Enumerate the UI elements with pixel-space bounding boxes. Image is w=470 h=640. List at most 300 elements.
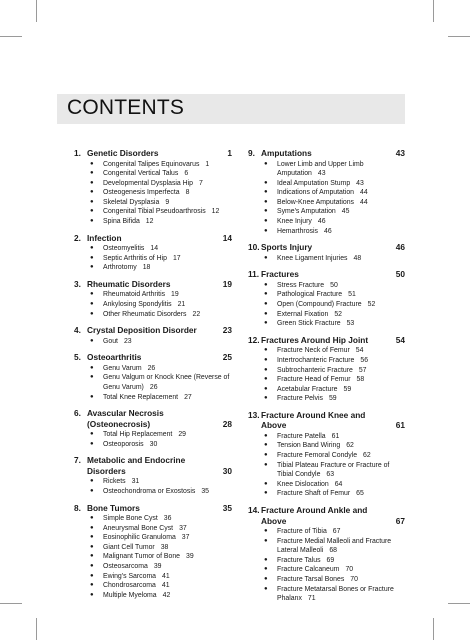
toc-entry <box>74 552 232 562</box>
toc-entry <box>248 217 405 227</box>
toc-entry <box>248 385 405 395</box>
toc-chapter <box>74 279 232 319</box>
chapter-title: Infection <box>87 232 122 243</box>
entry-page: 7 <box>199 179 203 187</box>
chapter-number: 5. <box>74 352 81 363</box>
toc-entry <box>74 179 232 189</box>
entry-page: 70 <box>345 566 354 574</box>
toc-entry <box>248 394 405 404</box>
toc-entry <box>74 290 232 300</box>
entry-title: Fracture Calcaneum <box>277 566 340 574</box>
entry-title: Tension Band Wiring <box>277 442 341 450</box>
toc-entry <box>74 591 232 601</box>
chapter-title: Metabolic and Endocrine Disorders <box>87 455 186 476</box>
toc-entry <box>248 556 405 566</box>
entry-title: Skeletal Dysplasia <box>103 198 160 206</box>
toc-entry <box>248 346 405 356</box>
entry-page: 41 <box>161 582 170 590</box>
entry-page: 70 <box>350 576 358 583</box>
entry-page: 59 <box>328 395 337 403</box>
entry-page: 56 <box>360 356 369 364</box>
bullet-icon: ● <box>90 179 94 186</box>
bullet-icon: ● <box>90 572 94 579</box>
chapter-heading <box>74 279 232 290</box>
bullet-icon: ● <box>264 320 268 327</box>
entry-title: Arthrotomy <box>103 264 137 272</box>
toc-entry <box>74 373 232 392</box>
entry-title: Rheumatoid Arthritis <box>103 291 166 299</box>
entry-page: 35 <box>201 487 209 495</box>
entry-page: 26 <box>149 384 158 391</box>
chapter-title: Rheumatic Disorders <box>87 278 171 289</box>
chapter-heading <box>74 408 232 429</box>
toc-entry <box>74 364 232 374</box>
toc-entry <box>74 244 232 254</box>
entry-list <box>248 432 405 499</box>
entry-page: 19 <box>171 291 179 299</box>
chapter-page: 1 <box>227 148 232 158</box>
entry-page: 71 <box>307 595 316 603</box>
entry-title: Osteomyelitis <box>103 245 145 253</box>
entry-page: 9 <box>165 198 170 206</box>
chapter-heading <box>74 352 232 363</box>
toc-entry <box>248 300 405 310</box>
entry-title: Knee Dislocation <box>277 480 329 488</box>
chapter-page: 14 <box>222 232 232 243</box>
chapter-title: Fracture Around Ankle and Above <box>261 505 368 526</box>
toc-entry <box>248 375 405 385</box>
toc-entry <box>248 537 405 556</box>
toc-entry <box>248 179 405 189</box>
bullet-icon: ● <box>264 576 268 582</box>
entry-title: Gout <box>103 337 118 345</box>
toc-chapter <box>74 352 232 402</box>
toc-entry <box>74 207 232 217</box>
entry-title: Below-Knee Amputations <box>277 198 354 206</box>
chapter-page: 30 <box>222 465 232 476</box>
bullet-icon: ● <box>90 364 94 371</box>
entry-title: Genu Valgum or Knock Knee (Reverse of Genu Varum) <box>103 374 230 391</box>
toc-entry <box>74 188 232 198</box>
bullet-icon: ● <box>90 582 94 589</box>
entry-title: Osteogenesis Imperfecta <box>103 189 180 197</box>
entry-title: Indications of Amputation <box>277 189 354 197</box>
entry-page: 17 <box>172 254 181 262</box>
bullet-icon: ● <box>90 563 94 570</box>
bullet-icon: ● <box>90 301 94 308</box>
toc-left-column <box>74 148 232 606</box>
bullet-icon: ● <box>264 566 268 573</box>
entry-title: Fracture Head of Femur <box>277 376 351 384</box>
toc-entry <box>74 533 232 543</box>
toc-entry <box>248 366 405 376</box>
entry-title: Other Rheumatic Disorders <box>103 310 187 318</box>
toc-entry <box>74 393 232 403</box>
entry-page: 14 <box>150 245 159 253</box>
chapter-number: 13. <box>248 409 260 420</box>
toc-chapter <box>74 148 232 227</box>
chapter-heading <box>74 455 232 476</box>
entry-page: 41 <box>162 572 170 580</box>
toc-entry <box>248 461 405 480</box>
chapter-page: 19 <box>222 278 232 289</box>
toc-entry <box>74 254 232 264</box>
toc-entry <box>74 337 232 347</box>
entry-title: Syme's Amputation <box>277 208 336 216</box>
entry-page: 43 <box>317 170 326 178</box>
entry-title: Open (Compound) Fracture <box>277 301 362 309</box>
entry-title: Pathological Fracture <box>277 291 343 299</box>
toc-chapter <box>74 233 232 273</box>
bullet-icon: ● <box>264 432 268 439</box>
toc-entry <box>248 451 405 461</box>
entry-title: Congenital Vertical Talus <box>103 170 179 178</box>
entry-list <box>74 244 232 273</box>
entry-page: 31 <box>131 478 140 486</box>
entry-title: Stress Fracture <box>277 281 325 289</box>
chapter-page: 67 <box>395 515 405 526</box>
toc-entry <box>248 527 405 537</box>
bullet-icon: ● <box>264 528 268 535</box>
entry-page: 44 <box>360 189 368 197</box>
chapter-title: Sports Injury <box>261 242 313 253</box>
bullet-icon: ● <box>90 431 94 438</box>
bullet-icon: ● <box>264 301 268 308</box>
entry-title: Acetabular Fracture <box>277 385 338 393</box>
toc-chapter <box>248 242 405 263</box>
toc-entry <box>248 198 405 208</box>
crop-mark <box>0 36 22 37</box>
toc-entry <box>248 565 405 575</box>
entry-title: Developmental Dysplasia Hip <box>103 179 194 187</box>
entry-title: Fracture of Tibia <box>277 528 327 536</box>
entry-title: Giant Cell Tumor <box>103 543 155 551</box>
chapter-heading <box>74 233 232 244</box>
toc-entry <box>74 300 232 310</box>
entry-page: 63 <box>326 471 335 479</box>
entry-title: Tibial Plateau Fracture or Fracture of Tibial Condyle <box>277 461 390 479</box>
bullet-icon: ● <box>90 591 94 598</box>
toc-entry <box>248 160 405 179</box>
entry-page: 67 <box>332 528 341 536</box>
entry-page: 69 <box>326 556 335 564</box>
bullet-icon: ● <box>90 245 94 252</box>
chapter-number: 6. <box>74 408 81 419</box>
toc-entry <box>74 572 232 582</box>
entry-page: 36 <box>163 515 172 523</box>
entry-title: Knee Ligament Injuries <box>277 254 348 262</box>
bullet-icon: ● <box>264 218 268 225</box>
bullet-icon: ● <box>264 160 268 167</box>
entry-list <box>74 337 232 347</box>
bullet-icon: ● <box>264 366 268 373</box>
crop-mark <box>433 0 434 22</box>
entry-title: Chondrosarcoma <box>103 582 156 590</box>
toc-entry <box>248 281 405 291</box>
bullet-icon: ● <box>264 452 268 459</box>
entry-title: Genu Varum <box>103 364 142 372</box>
entry-page: 21 <box>177 301 186 309</box>
crop-mark <box>36 0 37 22</box>
entry-page: 68 <box>329 547 338 555</box>
chapter-number: 11. <box>248 269 260 280</box>
entry-page: 65 <box>356 490 364 498</box>
chapter-page: 43 <box>395 148 405 158</box>
entry-title: Fracture Neck of Femur <box>277 347 350 355</box>
bullet-icon: ● <box>264 347 268 354</box>
entry-title: Osteosarcoma <box>103 563 148 571</box>
bullet-icon: ● <box>264 198 268 205</box>
entry-page: 50 <box>330 281 338 289</box>
bullet-icon: ● <box>90 254 94 261</box>
entry-title: Ankylosing Spondylitis <box>103 301 172 309</box>
toc-chapter <box>74 408 232 449</box>
bullet-icon: ● <box>90 487 94 494</box>
bullet-icon: ● <box>264 208 268 215</box>
bullet-icon: ● <box>90 160 94 167</box>
bullet-icon: ● <box>264 179 268 186</box>
entry-page: 30 <box>149 440 158 448</box>
bullet-icon: ● <box>90 264 94 271</box>
chapter-page: 54 <box>395 334 405 345</box>
bullet-icon: ● <box>90 478 94 485</box>
toc-entry <box>74 160 232 170</box>
entry-title: Fracture Medial Malleoli and Fracture Lateral Malleoli <box>277 537 392 555</box>
bullet-icon: ● <box>90 515 94 522</box>
bullet-icon: ● <box>264 395 268 402</box>
entry-page: 37 <box>179 524 187 532</box>
entry-page: 23 <box>123 337 132 345</box>
chapter-title: Osteoarthritis <box>87 352 142 363</box>
entry-title: Green Stick Fracture <box>277 320 341 328</box>
toc-chapter <box>248 505 405 604</box>
entry-title: Fracture Metatarsal Bones or Fracture Phalanx <box>277 585 394 603</box>
entry-title: Multiple Myeloma <box>103 591 157 599</box>
crop-mark <box>433 618 434 640</box>
entry-title: Eosinophilic Granuloma <box>103 534 176 542</box>
toc-entry <box>74 562 232 572</box>
toc-entry <box>248 254 405 264</box>
entry-page: 29 <box>178 431 186 439</box>
entry-page: 52 <box>334 310 342 318</box>
chapter-heading <box>74 325 232 336</box>
toc-entry <box>248 585 405 604</box>
toc-chapter <box>74 325 232 346</box>
toc-entry <box>74 477 232 487</box>
bullet-icon: ● <box>90 393 94 400</box>
chapter-heading <box>248 269 405 280</box>
chapter-heading <box>74 503 232 514</box>
entry-title: Congenital Talipes Equinovarus <box>103 160 200 168</box>
bullet-icon: ● <box>264 227 268 234</box>
bullet-icon: ● <box>90 291 94 298</box>
entry-page: 12 <box>145 218 154 226</box>
chapter-heading <box>248 148 405 159</box>
entry-title: Fracture Patella <box>277 432 326 440</box>
bullet-icon: ● <box>264 291 268 298</box>
entry-page: 27 <box>184 393 192 401</box>
toc-right-column <box>248 148 405 610</box>
chapter-number: 3. <box>74 278 81 289</box>
crop-mark <box>0 603 22 604</box>
bullet-icon: ● <box>264 281 268 288</box>
entry-title: Fracture Pelvis <box>277 395 323 403</box>
toc-entry <box>74 524 232 534</box>
entry-page: 22 <box>192 310 201 318</box>
entry-title: Osteochondroma or Exostosis <box>103 487 196 495</box>
entry-page: 46 <box>317 218 326 226</box>
bullet-icon: ● <box>264 189 268 196</box>
bullet-icon: ● <box>90 218 94 225</box>
entry-title: Ideal Amputation Stump <box>277 179 351 187</box>
bullet-icon: ● <box>90 189 94 196</box>
chapter-heading <box>248 410 405 431</box>
entry-page: 12 <box>211 208 220 216</box>
entry-list <box>248 160 405 237</box>
bullet-icon: ● <box>264 537 268 544</box>
toc-entry <box>74 581 232 591</box>
toc-entry <box>74 487 232 497</box>
bullet-icon: ● <box>264 490 268 497</box>
entry-title: Fracture Femoral Condyle <box>277 452 358 460</box>
chapter-number: 8. <box>74 502 81 513</box>
entry-title: Aneurysmal Bone Cyst <box>103 524 174 532</box>
chapter-number: 2. <box>74 232 81 243</box>
entry-page: 44 <box>360 198 368 206</box>
toc-entry <box>74 263 232 273</box>
entry-page: 8 <box>185 189 190 197</box>
chapter-title: Genetic Disorders <box>87 148 159 158</box>
entry-page: 39 <box>153 563 162 571</box>
chapter-heading <box>248 242 405 253</box>
toc-entry <box>74 543 232 553</box>
chapter-heading <box>248 505 405 526</box>
bullet-icon: ● <box>90 534 94 541</box>
toc-entry <box>248 319 405 329</box>
entry-page: 26 <box>147 364 156 372</box>
bullet-icon: ● <box>264 442 268 449</box>
toc-entry <box>74 514 232 524</box>
entry-title: Rickets <box>103 478 126 486</box>
chapter-page: 46 <box>395 242 405 253</box>
chapter-number: 7. <box>74 455 81 466</box>
bullet-icon: ● <box>90 543 94 550</box>
chapter-page: 23 <box>222 325 232 336</box>
entry-title: Spina Bifida <box>103 218 140 226</box>
toc-chapter <box>248 410 405 499</box>
bullet-icon: ● <box>264 556 268 563</box>
entry-title: Fracture Talus <box>277 556 321 564</box>
chapter-page: 25 <box>222 352 232 363</box>
entry-page: 43 <box>356 179 364 187</box>
chapter-title: Amputations <box>261 148 312 158</box>
bullet-icon: ● <box>264 585 268 592</box>
chapter-heading <box>248 335 405 346</box>
entry-title: Knee Injury <box>277 218 312 226</box>
entry-list <box>74 514 232 600</box>
bullet-icon: ● <box>90 337 94 344</box>
chapter-number: 14. <box>248 505 260 516</box>
bullet-icon: ● <box>264 310 268 317</box>
entry-title: External Fixation <box>277 310 329 318</box>
toc-chapter <box>248 269 405 328</box>
entry-title: Subtrochanteric Fracture <box>277 366 353 374</box>
entry-list <box>74 160 232 227</box>
chapter-page: 35 <box>222 502 232 513</box>
chapter-heading <box>74 148 232 159</box>
toc-entry <box>74 430 232 440</box>
toc-entry <box>248 290 405 300</box>
entry-list <box>74 290 232 319</box>
entry-page: 52 <box>367 301 376 309</box>
bullet-icon: ● <box>90 208 94 215</box>
toc-entry <box>248 310 405 320</box>
entry-page: 39 <box>186 553 194 561</box>
entry-title: Total Hip Replacement <box>103 431 173 439</box>
entry-title: Lower Limb and Upper Limb Amputation <box>277 160 364 178</box>
toc-entry <box>74 217 232 227</box>
chapter-title: Avascular Necrosis (Osteonecrosis) <box>87 408 164 429</box>
entry-list <box>248 346 405 404</box>
toc-entry <box>248 188 405 198</box>
entry-list <box>248 254 405 264</box>
bullet-icon: ● <box>264 356 268 363</box>
chapter-title: Fracture Around Knee and Above <box>261 409 366 431</box>
toc-entry <box>74 198 232 208</box>
bullet-icon: ● <box>90 553 94 560</box>
entry-page: 48 <box>353 254 362 262</box>
chapter-number: 1. <box>74 148 81 158</box>
bullet-icon: ● <box>264 385 268 392</box>
entry-page: 61 <box>331 432 340 440</box>
chapter-title: Crystal Deposition Disorder <box>87 325 197 336</box>
entry-title: Congenital Tibial Pseudoarthrosis <box>103 208 206 216</box>
entry-list <box>248 527 405 604</box>
entry-title: Septic Arthritis of Hip <box>103 254 167 262</box>
crop-mark <box>36 618 37 640</box>
entry-title: Osteoporosis <box>103 440 144 448</box>
entry-title: Total Knee Replacement <box>103 393 179 401</box>
entry-list <box>74 364 232 402</box>
chapter-title: Bone Tumors <box>87 502 140 513</box>
toc-entry <box>248 575 405 585</box>
entry-page: 18 <box>142 264 151 272</box>
entry-title: Hemarthrosis <box>277 227 318 235</box>
entry-title: Intertrochanteric Fracture <box>277 356 355 364</box>
page-title: CONTENTS <box>67 96 185 119</box>
chapter-number: 12. <box>248 334 260 345</box>
bullet-icon: ● <box>90 198 94 205</box>
entry-list <box>74 430 232 449</box>
entry-page: 45 <box>341 208 350 216</box>
entry-title: Fracture Tarsal Bones <box>277 576 345 583</box>
bullet-icon: ● <box>90 310 94 317</box>
toc-entry <box>248 356 405 366</box>
entry-title: Malignant Tumor of Bone <box>103 553 180 561</box>
entry-title: Ewing's Sarcoma <box>103 572 157 580</box>
entry-title: Fracture Shaft of Femur <box>277 490 351 498</box>
entry-page: 1 <box>205 160 210 168</box>
toc-entry <box>74 440 232 450</box>
bullet-icon: ● <box>90 170 94 177</box>
toc-entry <box>248 489 405 499</box>
chapter-page: 28 <box>222 418 232 429</box>
entry-page: 59 <box>343 385 352 393</box>
entry-page: 42 <box>162 591 171 599</box>
toc-entry <box>74 169 232 179</box>
toc-chapter <box>248 335 405 404</box>
entry-page: 64 <box>334 480 343 488</box>
